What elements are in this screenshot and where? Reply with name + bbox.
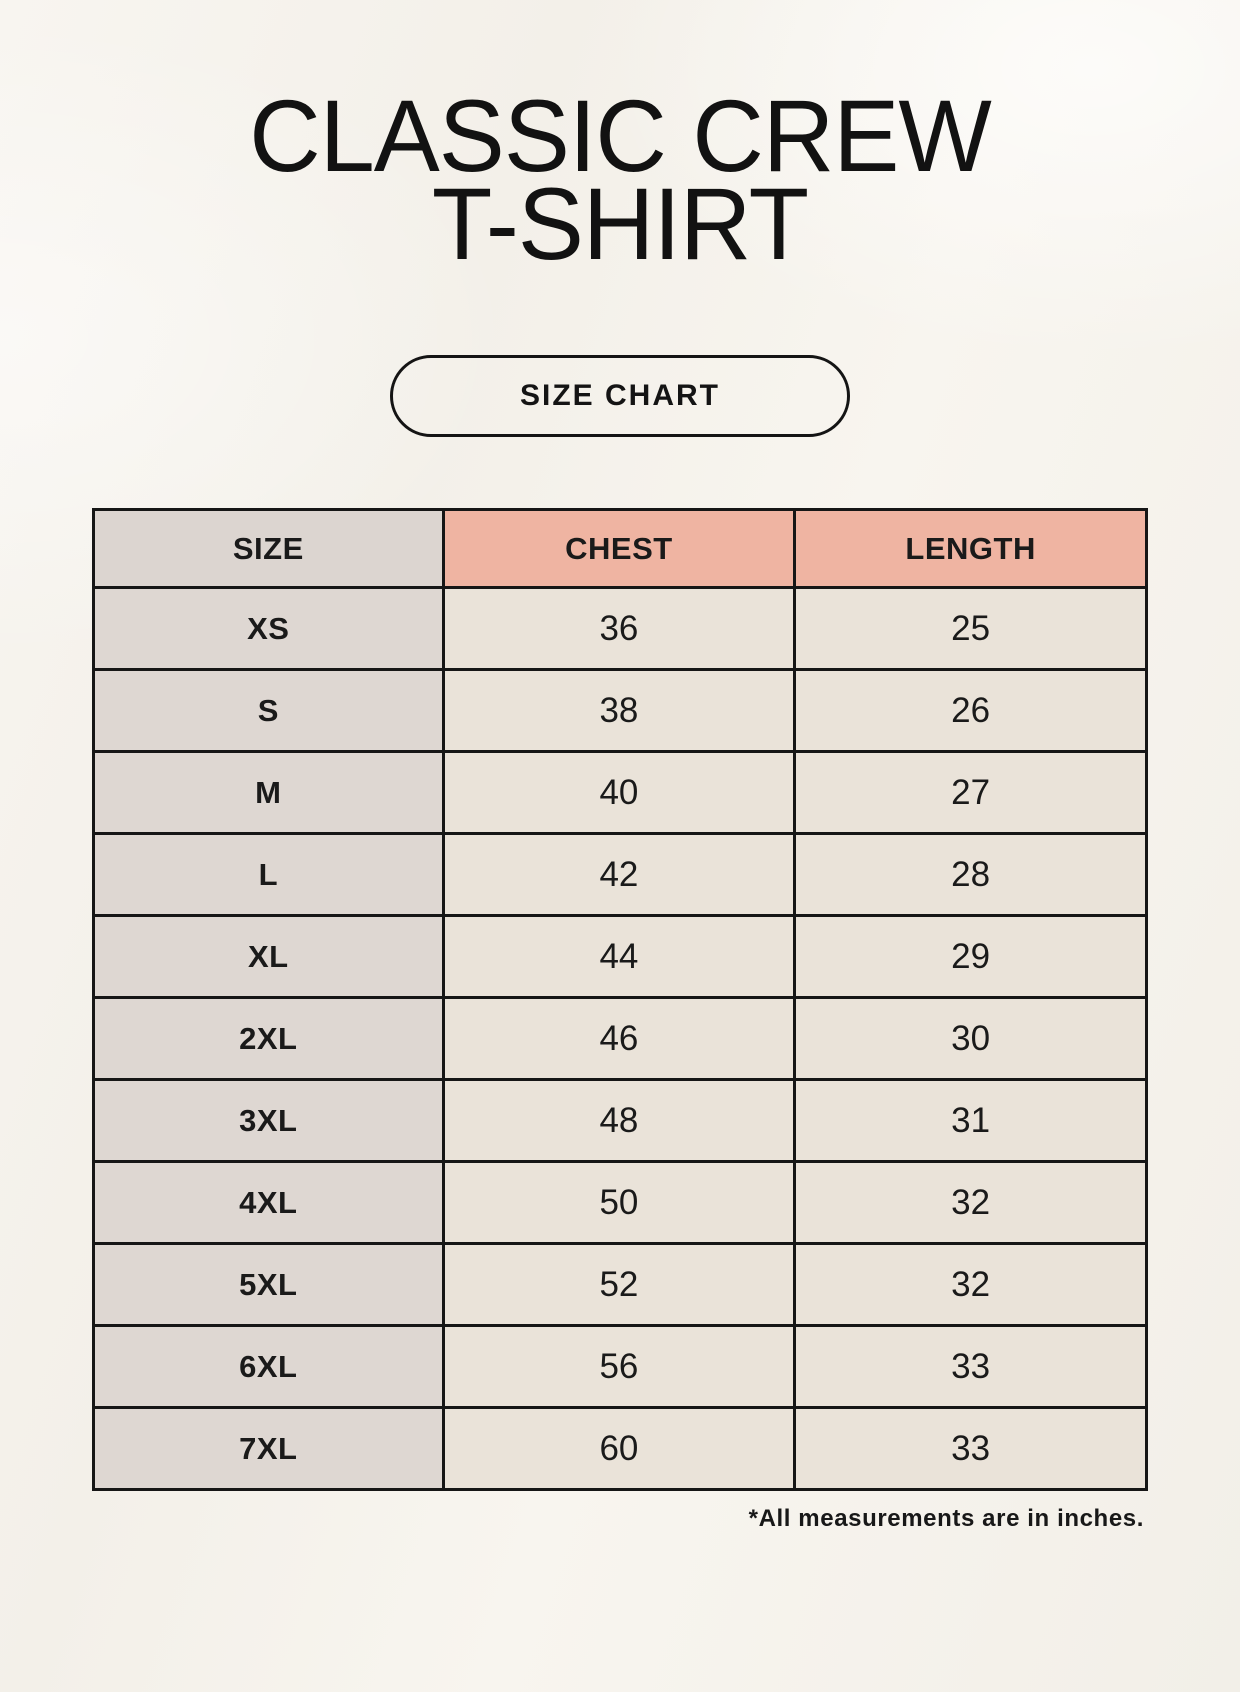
- table-header-row: [94, 510, 1147, 588]
- size-cell: 7XL: [94, 1408, 444, 1490]
- size-cell: L: [94, 834, 444, 916]
- column-header-size: SIZE: [94, 510, 444, 588]
- page-title: [0, 79, 1240, 281]
- size-chart-badge-label: SIZE CHART: [520, 379, 720, 412]
- size-cell: 5XL: [94, 1244, 444, 1326]
- length-cell: 33: [795, 1408, 1147, 1490]
- column-header-length: LENGTH: [795, 510, 1147, 588]
- chest-cell: 46: [443, 998, 795, 1080]
- table-row: [94, 670, 1147, 752]
- table-row: [94, 998, 1147, 1080]
- column-header-chest: CHEST: [443, 510, 795, 588]
- length-cell: 27: [795, 752, 1147, 834]
- size-cell: 6XL: [94, 1326, 444, 1408]
- title-line-2: T-SHIRT: [431, 167, 809, 281]
- size-cell: 2XL: [94, 998, 444, 1080]
- length-cell: 32: [795, 1244, 1147, 1326]
- chest-cell: 50: [443, 1162, 795, 1244]
- table-row: [94, 916, 1147, 998]
- size-table-container: [92, 508, 1148, 1491]
- chest-cell: 56: [443, 1326, 795, 1408]
- length-cell: 29: [795, 916, 1147, 998]
- table-row: [94, 834, 1147, 916]
- length-cell: 32: [795, 1162, 1147, 1244]
- size-chart-page: [0, 79, 1240, 1692]
- size-cell: 4XL: [94, 1162, 444, 1244]
- size-cell: 3XL: [94, 1080, 444, 1162]
- size-table: [92, 508, 1148, 1491]
- length-cell: 33: [795, 1326, 1147, 1408]
- length-cell: 25: [795, 588, 1147, 670]
- chest-cell: 38: [443, 670, 795, 752]
- table-row: [94, 588, 1147, 670]
- chest-cell: 36: [443, 588, 795, 670]
- chest-cell: 40: [443, 752, 795, 834]
- table-row: [94, 1244, 1147, 1326]
- table-row: [94, 1408, 1147, 1490]
- length-cell: 31: [795, 1080, 1147, 1162]
- size-cell: XL: [94, 916, 444, 998]
- table-body: [94, 588, 1147, 1490]
- size-cell: S: [94, 670, 444, 752]
- size-chart-badge: [390, 355, 850, 437]
- chest-cell: 44: [443, 916, 795, 998]
- measurement-note: *All measurements are in inches.: [748, 1505, 1144, 1532]
- table-row: [94, 1326, 1147, 1408]
- length-cell: 28: [795, 834, 1147, 916]
- chest-cell: 60: [443, 1408, 795, 1490]
- chest-cell: 42: [443, 834, 795, 916]
- size-cell: XS: [94, 588, 444, 670]
- table-row: [94, 1080, 1147, 1162]
- length-cell: 30: [795, 998, 1147, 1080]
- chest-cell: 52: [443, 1244, 795, 1326]
- length-cell: 26: [795, 670, 1147, 752]
- chest-cell: 48: [443, 1080, 795, 1162]
- table-row: [94, 1162, 1147, 1244]
- title-line-1: CLASSIC CREW: [249, 79, 991, 193]
- size-cell: M: [94, 752, 444, 834]
- table-row: [94, 752, 1147, 834]
